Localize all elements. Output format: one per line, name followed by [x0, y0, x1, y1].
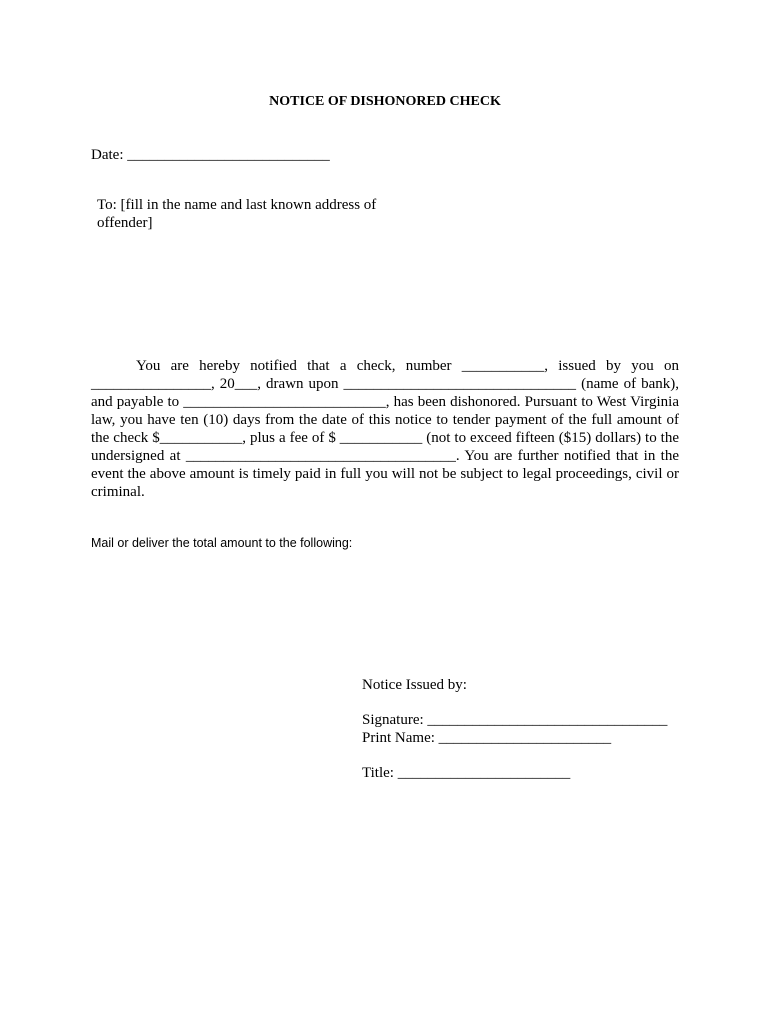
recipient-line: To: [fill in the name and last known address of offender] — [97, 197, 377, 231]
document-title: NOTICE OF DISHONORED CHECK — [269, 94, 501, 109]
print-name-line: Print Name: _______________________ — [362, 730, 612, 746]
mail-instruction: Mail or deliver the total amount to the following: — [91, 536, 353, 550]
issued-by-label: Notice Issued by: — [362, 677, 467, 693]
notice-body-paragraph: You are hereby notified that a check, number ___________, issued by you on ________________, 20___, drawn upon _______________________________ (name of bank), and payable to ___________________________, has been dishonored. Pursuant to West Virginia law, you have ten (10) days from the date of this notice to tender payment of the full amount of the check $___________, plus a fee of $ ___________ (not to exceed fifteen ($15) dollars) to the undersigned at ____________________________________. You are further notified that in the event the above amount is timely paid in full you will not be subject to legal proceedings, civil or criminal. — [91, 358, 679, 500]
signature-line: Signature: ________________________________ — [362, 712, 668, 728]
title-line: Title: _______________________ — [362, 765, 571, 781]
date-line: Date: ___________________________ — [91, 147, 330, 163]
